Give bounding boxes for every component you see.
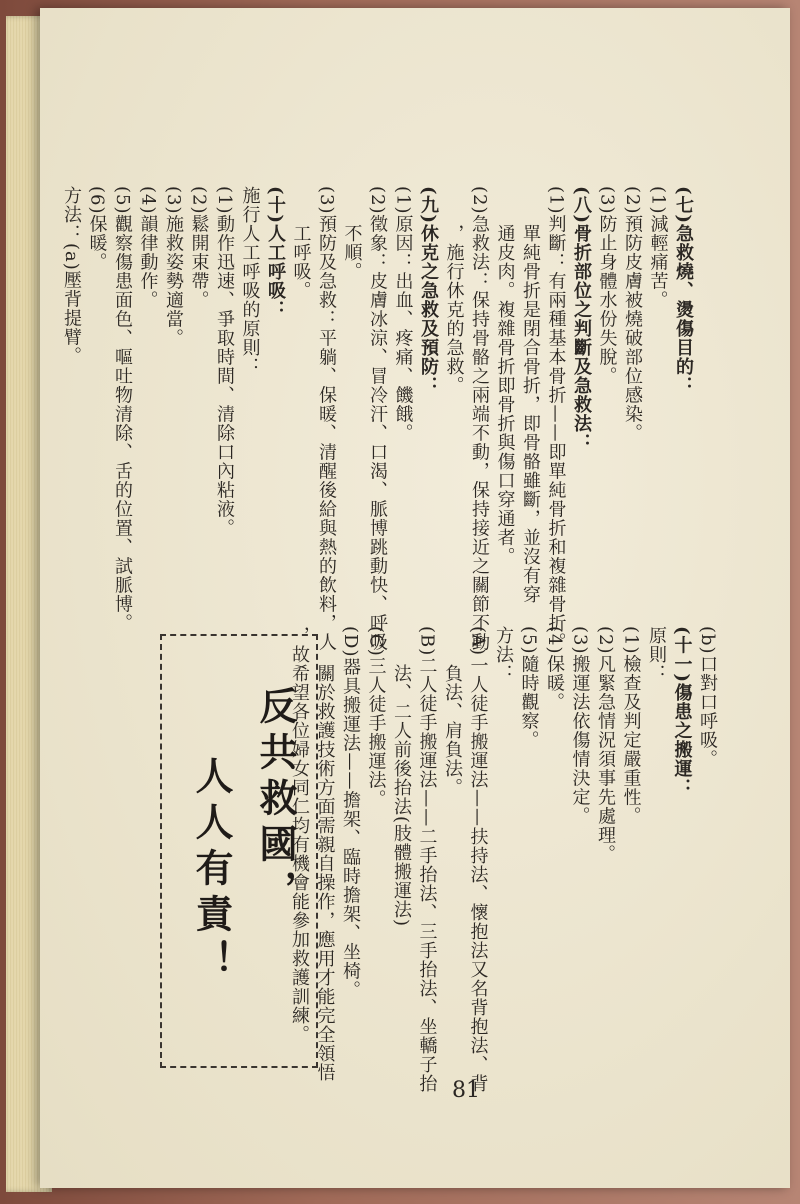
- text-column: (2)凡緊急情況須事先處理。: [595, 626, 616, 864]
- text-column: (b)口對口呼吸。: [697, 626, 718, 769]
- text-column: (1)動作迅速、爭取時間、清除口內粘液。: [214, 186, 235, 538]
- text-column: ，施行休克的急救。: [443, 186, 465, 395]
- text-column: (1)原因：出血、疼痛、饑餓。: [392, 186, 414, 443]
- text-column: (1)檢查及判定嚴重性。: [620, 626, 642, 826]
- section-heading: (七)急救燒、燙傷目的：: [673, 186, 694, 396]
- text-column: 施行人工呼吸的原則：: [239, 186, 261, 376]
- section-heading: (八)骨折部位之判斷及急救法：: [571, 186, 592, 453]
- text-column: (C)三人徒手搬運法。: [365, 626, 387, 809]
- text-column: (4)韻律動作。: [137, 186, 159, 310]
- text-column: (2)急救法：保持骨骼之兩端不動，保持接近之關節不動: [469, 186, 490, 652]
- section-heading: (十)人工呼吸：: [265, 186, 286, 320]
- text-column: (4)保暖。: [544, 626, 565, 712]
- text-column: (1)判斷：有兩種基本骨折——即單純骨折和複雜骨折。: [545, 186, 567, 652]
- text-column: 單純骨折是閉合骨折，即骨骼雖斷，並沒有穿: [520, 186, 541, 604]
- book-page: [40, 8, 790, 1188]
- text-column: 關於救護技術方面需親自操作，應用才能完全領悟: [314, 626, 336, 1082]
- text-column: 原則：: [646, 626, 667, 683]
- text-column: (3)預防及急救：平躺、保暖、清醒後給與熱的飲料，人: [316, 186, 337, 652]
- text-column: (1)減輕痛苦。: [647, 186, 669, 310]
- text-column: 工呼吸。: [290, 186, 312, 300]
- text-column: 法、二人前後抬法(肢體搬運法): [391, 626, 412, 928]
- slogan-line-1: 反共救國，: [253, 686, 297, 916]
- text-column: 通皮肉。複雜骨折即骨折與傷口穿通者。: [494, 186, 516, 566]
- text-column: (2)徵象：皮膚冰涼、冒冷汗、口渴、脈博跳動快、呼吸: [367, 186, 388, 652]
- text-column: (3)施救姿勢適當。: [163, 186, 184, 348]
- text-column: (5)隨時觀察。: [518, 626, 540, 750]
- text-column: (B)二人徒手搬運法——二手抬法、三手抬法、坐轎子抬: [416, 626, 438, 1094]
- text-column: 方法：: [493, 626, 514, 683]
- slogan-line-2: 人人有責！: [189, 756, 233, 986]
- text-column: ，故希望各位婦女同仁均有機會能參加救護訓練。: [289, 626, 310, 1044]
- text-column: (6)保暖。: [86, 186, 108, 272]
- section-heading: (十一)傷患之搬運：: [671, 626, 693, 798]
- page-number: 81: [452, 1078, 480, 1103]
- text-column: (3)防止身體水份失脫。: [596, 186, 618, 386]
- text-column: 不順。: [341, 186, 363, 281]
- text-column: (5)觀察傷患面色、嘔吐物清除、舌的位置、試脈博。: [112, 186, 133, 633]
- text-column: (D)器具搬運法——擔架、臨時擔架、坐椅。: [340, 626, 361, 1000]
- section-heading: (九)休克之急救及預防：: [418, 186, 439, 396]
- text-column: (A)一人徒手搬運法——扶持法、懷抱法又名背抱法、背: [467, 626, 489, 1094]
- slogan-box: [160, 634, 318, 1068]
- text-column: (2)鬆開束帶。: [188, 186, 210, 310]
- text-column: (3)搬運法依傷情決定。: [569, 626, 591, 826]
- text-column: 方法：(a)壓背提臂。: [61, 186, 82, 366]
- text-column: 負法、肩負法。: [442, 626, 463, 797]
- text-column: (2)預防皮膚被燒破部位感染。: [622, 186, 643, 443]
